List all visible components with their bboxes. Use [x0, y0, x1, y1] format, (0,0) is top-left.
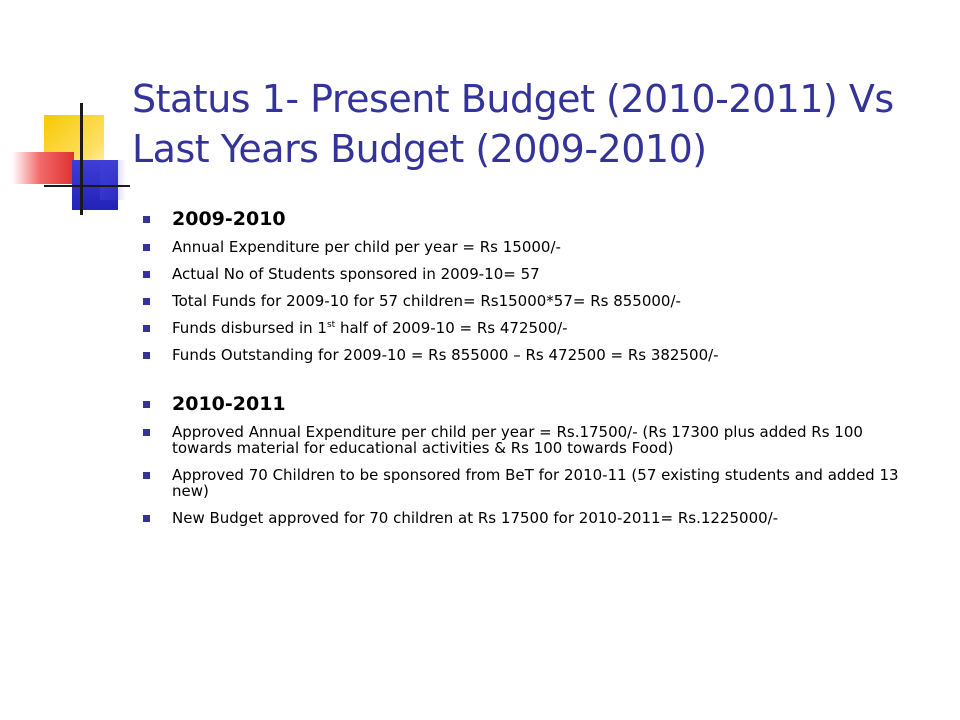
logo-horizontal-line: [44, 185, 130, 187]
logo-red-block: [12, 152, 74, 184]
bullet-icon: [143, 271, 150, 278]
section-heading-2010-2011: [140, 393, 920, 415]
list-item: [140, 266, 920, 282]
list-item-text-cont: half of 2009-10 = Rs 472500/-: [335, 319, 568, 337]
list-item-text: Funds Outstanding for 2009-10 = Rs 855000 – Rs 472500 = Rs 382500/-: [172, 346, 719, 364]
bullet-icon: [143, 401, 150, 408]
list-item: [140, 510, 920, 526]
section-heading-text: 2010-2011: [172, 393, 286, 415]
bullet-icon: [143, 429, 150, 436]
bullet-icon: [143, 298, 150, 305]
section-heading-text: 2009-2010: [172, 208, 286, 230]
superscript-st: st: [326, 320, 336, 330]
list-item-text: Funds disbursed in 1: [172, 319, 327, 337]
list-item: [140, 347, 920, 363]
bullet-icon: [143, 472, 150, 479]
logo-blue-glow: [100, 160, 126, 200]
bullet-icon: [143, 515, 150, 522]
bullet-icon: [143, 216, 150, 223]
slide-title: Status 1- Present Budget (2010-2011) Vs Last Years Budget (2009-2010): [132, 77, 894, 171]
list-item-text: Approved 70 Children to be sponsored from BeT for 2010-11 (57 existing students and added 13 new): [172, 466, 899, 500]
list-item: [140, 293, 920, 309]
list-item: [140, 467, 920, 499]
bullet-list: [140, 208, 920, 537]
list-item-text: Total Funds for 2009-10 for 57 children= Rs15000*57= Rs 855000/-: [172, 292, 681, 310]
section-heading-2009-2010: [140, 208, 920, 230]
list-item: [140, 424, 920, 456]
list-item-text: New Budget approved for 70 children at Rs 17500 for 2010-2011= Rs.1225000/-: [172, 509, 779, 527]
bullet-icon: [143, 325, 150, 332]
bullet-icon: [143, 352, 150, 359]
list-item-text: Actual No of Students sponsored in 2009-10= 57: [172, 265, 540, 283]
list-item-text: Annual Expenditure per child per year = Rs 15000/-: [172, 238, 561, 256]
logo-vertical-line: [80, 103, 83, 215]
list-item: [140, 239, 920, 255]
list-item-text: Approved Annual Expenditure per child per year = Rs.17500/- (Rs 17300 plus added Rs 100 towards material for educational activities & Rs 100 towards Food): [172, 423, 863, 457]
list-item: [140, 320, 920, 336]
bullet-icon: [143, 244, 150, 251]
